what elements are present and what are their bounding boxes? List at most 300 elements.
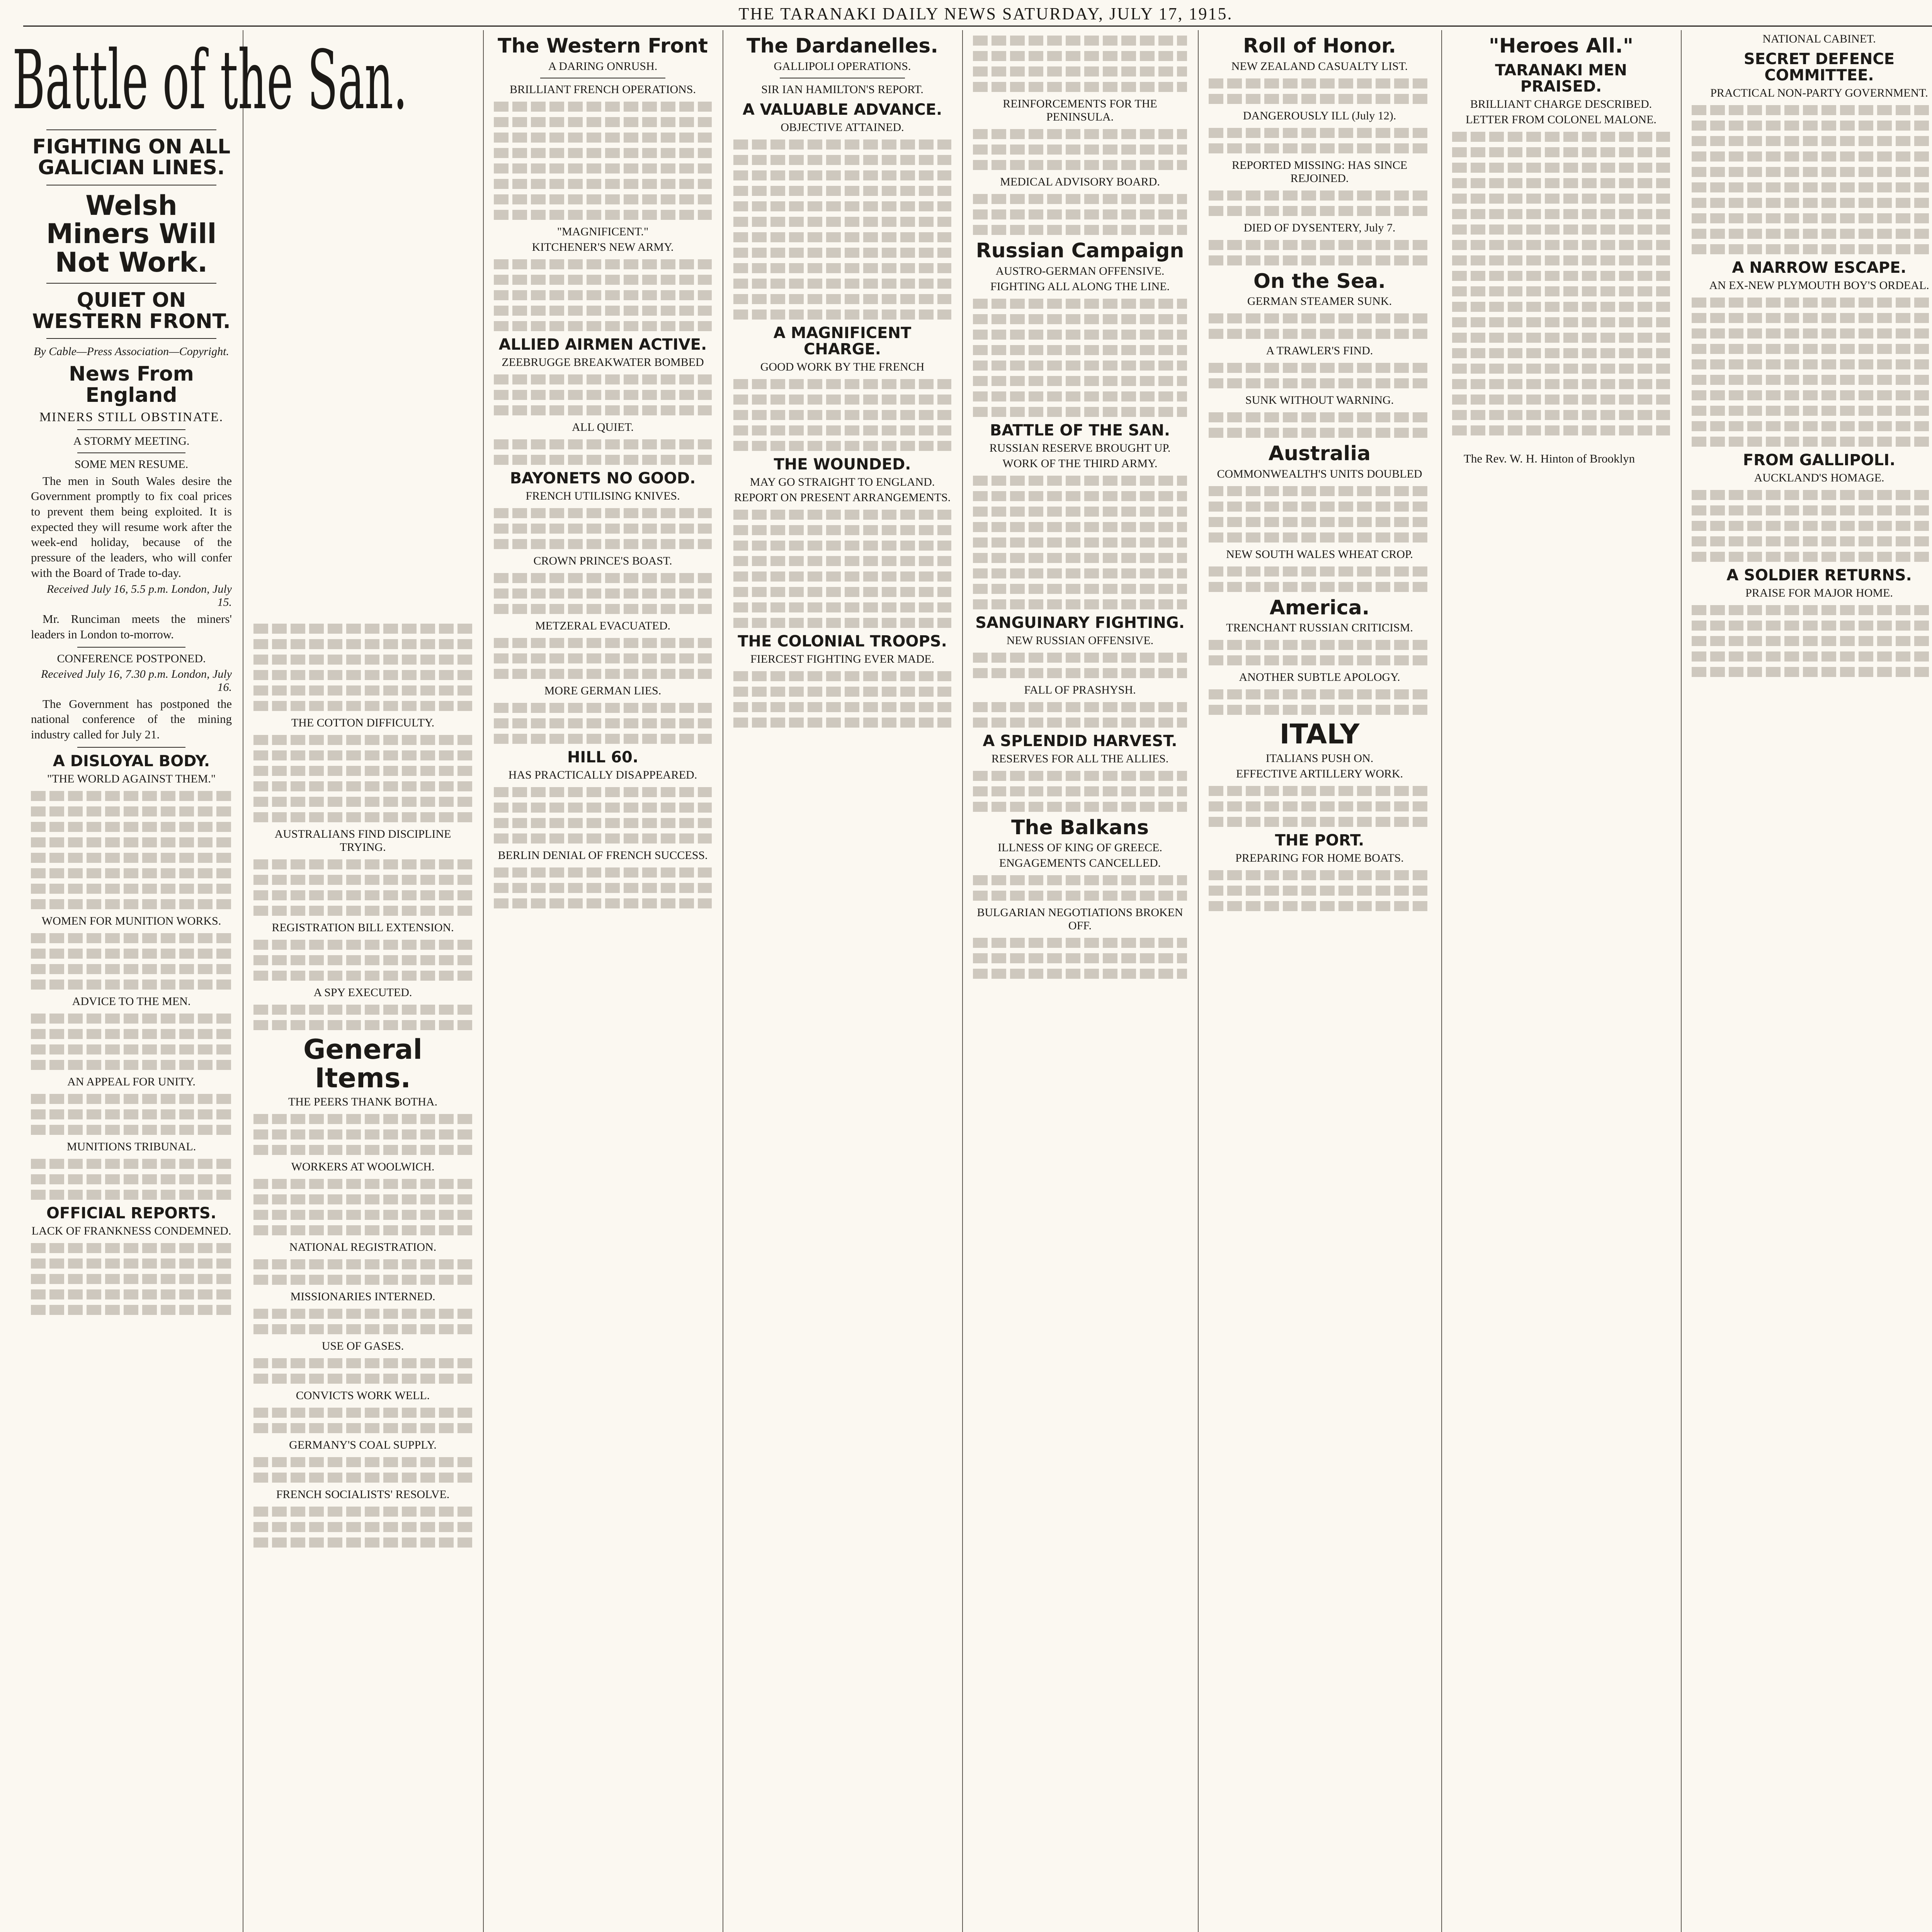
- body-text: [253, 750, 472, 760]
- body-text: [1692, 105, 1932, 115]
- body-text: [733, 155, 951, 165]
- body-text: [31, 1305, 232, 1315]
- body-text: [253, 655, 472, 665]
- body-text: [31, 964, 232, 974]
- body-text: [1692, 667, 1932, 677]
- body-text: [31, 1243, 232, 1253]
- body-text: [973, 668, 1187, 678]
- body-text: [31, 1289, 232, 1299]
- body-text: [253, 735, 472, 745]
- body-text: [494, 508, 712, 518]
- body-text: [494, 703, 712, 713]
- body-text: [253, 1324, 472, 1334]
- body-text: [1692, 359, 1932, 369]
- body-text: [494, 163, 712, 173]
- body-text: [1452, 286, 1670, 296]
- section-head: BATTLE OF THE SAN.: [990, 421, 1170, 439]
- column-7: [1444, 30, 1678, 1932]
- body-text: [494, 588, 712, 599]
- general-items-head: General Items.: [303, 1034, 422, 1094]
- body-text: [733, 425, 951, 435]
- body-text: [253, 766, 472, 776]
- divider: [77, 429, 185, 430]
- body-text: [253, 1473, 472, 1483]
- body-text: [733, 541, 951, 551]
- subhead: KITCHENER'S NEW ARMY.: [532, 240, 674, 253]
- body-text: [733, 702, 951, 712]
- subhead: LACK OF FRANKNESS CONDEMNED.: [31, 1224, 231, 1237]
- body-text: [973, 376, 1187, 386]
- body-text: [1209, 486, 1430, 496]
- body-text: [1692, 136, 1932, 146]
- subhead: A STORMY MEETING.: [73, 434, 190, 447]
- body-text: [733, 571, 951, 582]
- body-text: [253, 685, 472, 696]
- body-text: [973, 391, 1187, 401]
- body-text: [733, 525, 951, 535]
- subhead: ADVICE TO THE MEN.: [72, 995, 191, 1008]
- body-text: [253, 1020, 472, 1030]
- body-text: [1692, 552, 1932, 562]
- subhead: TRENCHANT RUSSIAN CRITICISM.: [1226, 621, 1413, 634]
- body-text: [1209, 78, 1430, 88]
- subhead: NEW ZEALAND CASUALTY LIST.: [1231, 60, 1408, 73]
- column-rule: [483, 30, 484, 1932]
- body-text: [973, 194, 1187, 204]
- body-text: [973, 718, 1187, 728]
- body-text: [1692, 375, 1932, 385]
- subhead: ALL QUIET.: [572, 420, 634, 434]
- body-text: [973, 786, 1187, 796]
- section-head: THE WOUNDED.: [774, 455, 911, 473]
- section-head: TARANAKI MEN PRAISED.: [1495, 61, 1627, 95]
- body-text: [1692, 636, 1932, 646]
- body-text: [1692, 344, 1932, 354]
- body-text: [494, 803, 712, 813]
- body-text: [31, 1159, 232, 1169]
- body-text: [31, 980, 232, 990]
- body-text: [1209, 532, 1430, 543]
- subhead: BERLIN DENIAL OF FRENCH SUCCESS.: [498, 849, 708, 862]
- body-text: [973, 330, 1187, 340]
- body-text: [494, 787, 712, 797]
- divider: [77, 647, 185, 648]
- body-text: [494, 194, 712, 204]
- subhead: A TRAWLER'S FIND.: [1266, 344, 1373, 357]
- body-text: [1692, 536, 1932, 546]
- subhead: MEDICAL ADVISORY BOARD.: [1000, 175, 1160, 188]
- body-text: [973, 407, 1187, 417]
- divider: [77, 747, 185, 748]
- closing-paragraph: The Rev. W. H. Hinton of Brooklyn: [1464, 451, 1635, 465]
- subhead: "THE WORLD AGAINST THEM.": [47, 772, 216, 785]
- body-text: [253, 1194, 472, 1204]
- section-head: OFFICIAL REPORTS.: [46, 1204, 216, 1222]
- body-text: [494, 883, 712, 893]
- body-text: [733, 217, 951, 227]
- subhead: GALLIPOLI OPERATIONS.: [774, 60, 911, 73]
- body-text: [31, 1109, 232, 1119]
- body-text: [1692, 313, 1932, 323]
- body-text: [1692, 390, 1932, 400]
- body-text: [973, 553, 1187, 563]
- subhead: NATIONAL REGISTRATION.: [289, 1241, 437, 1253]
- column-rule: [962, 30, 963, 1932]
- dateline: Received July 16, 5.5 p.m. London, July 15.: [46, 583, 232, 609]
- body-text: [1692, 244, 1932, 254]
- body-text: [733, 232, 951, 242]
- section-head: THE COLONIAL TROOPS.: [738, 632, 947, 650]
- subhead: GERMAN STEAMER SUNK.: [1247, 295, 1392, 308]
- body-text: [1692, 605, 1932, 615]
- column-4: [726, 30, 959, 1932]
- body-text: [1209, 705, 1430, 715]
- body-text: [973, 36, 1187, 46]
- subhead: WORKERS AT WOOLWICH.: [291, 1160, 435, 1173]
- body-text: [973, 953, 1187, 963]
- body-text: [494, 117, 712, 127]
- body-text: [1692, 328, 1932, 338]
- body-text: [1209, 582, 1430, 592]
- body-text: [733, 186, 951, 196]
- section-head: ALLIED AIRMEN ACTIVE.: [498, 335, 707, 354]
- body-text: [973, 969, 1187, 979]
- body-text: [1692, 406, 1932, 416]
- body-text: [733, 170, 951, 180]
- body-text: [1452, 364, 1670, 374]
- body-text: [1452, 425, 1670, 435]
- body-text: [1209, 640, 1430, 650]
- subhead: EFFECTIVE ARTILLERY WORK.: [1236, 767, 1403, 780]
- body-text: [1452, 194, 1670, 204]
- subhead: FRENCH SOCIALISTS' RESOLVE.: [276, 1488, 450, 1501]
- body-text: [1692, 421, 1932, 431]
- body-text: [253, 1408, 472, 1418]
- body-text: [1692, 121, 1932, 131]
- subhead: SOME MEN RESUME.: [74, 457, 189, 471]
- subhead: FALL OF PRASHYSH.: [1024, 683, 1136, 696]
- section-head: A VALUABLE ADVANCE.: [742, 100, 942, 119]
- body-text: [253, 797, 472, 807]
- body-text: [1452, 147, 1670, 157]
- body-text: [1209, 128, 1430, 138]
- body-text: [1209, 689, 1430, 699]
- body-text: [253, 971, 472, 981]
- body-text: [494, 638, 712, 648]
- subhead: BRILLIANT FRENCH OPERATIONS.: [510, 83, 696, 96]
- body-text: [973, 568, 1187, 578]
- column-6: [1201, 30, 1438, 1932]
- body-text: [31, 1125, 232, 1135]
- body-text: [1692, 621, 1932, 631]
- body-text: [253, 1225, 472, 1235]
- body-text: [1209, 502, 1430, 512]
- subhead: ILLNESS OF KING OF GREECE.: [998, 841, 1162, 854]
- body-text: [733, 410, 951, 420]
- subhead: COMMONWEALTH'S UNITS DOUBLED: [1217, 467, 1422, 480]
- section-head: SECRET DEFENCE COMMITTEE.: [1743, 50, 1895, 84]
- column-2: [246, 618, 480, 1932]
- subhead: GERMANY'S COAL SUPPLY.: [289, 1439, 437, 1451]
- subhead: NEW RUSSIAN OFFENSIVE.: [1006, 634, 1154, 647]
- body-text: [253, 906, 472, 916]
- body-text: [494, 148, 712, 158]
- subhead: SUNK WITHOUT WARNING.: [1245, 394, 1394, 407]
- body-text: [1452, 317, 1670, 327]
- body-text: [733, 279, 951, 289]
- body-text: [494, 734, 712, 744]
- battle-headline: Battle of the San.: [12, 33, 408, 128]
- body-text: [973, 702, 1187, 712]
- body-text: [494, 259, 712, 269]
- subhead: MAY GO STRAIGHT TO ENGLAND.: [750, 475, 935, 488]
- western-quiet-headline: QUIET ON WESTERN FRONT.: [32, 289, 231, 333]
- body-text: [253, 859, 472, 869]
- heroes-all-head: "Heroes All.": [1488, 34, 1634, 58]
- body-text: [31, 1014, 232, 1024]
- subhead: SIR IAN HAMILTON'S REPORT.: [761, 83, 923, 96]
- body-text: [733, 379, 951, 389]
- body-text: [494, 718, 712, 728]
- body-text: [1209, 428, 1430, 438]
- body-text: [253, 1522, 472, 1532]
- column-8: [1684, 30, 1932, 1932]
- article-paragraph: The Government has postponed the national conference of the mining industry called for July 21.: [31, 697, 232, 741]
- body-text: [494, 275, 712, 285]
- subhead: A SPY EXECUTED.: [313, 986, 412, 999]
- body-text: [253, 1507, 472, 1517]
- body-text: [1452, 163, 1670, 173]
- subhead: FRENCH UTILISING KNIVES.: [526, 489, 680, 502]
- australia-head: Australia: [1268, 442, 1371, 466]
- subhead: FIGHTING ALL ALONG THE LINE.: [990, 280, 1170, 293]
- body-text: [494, 653, 712, 663]
- body-text: [494, 573, 712, 583]
- article-paragraph: The men in South Wales desire the Government promptly to fix coal prices to prevent them being exploited. It is expected they will resume work after the week-end holiday, because of the pressure of the leaders, who will confer with the Board of Trade to-day.: [31, 474, 232, 580]
- body-text: [973, 314, 1187, 324]
- subhead: MISSIONARIES INTERNED.: [290, 1290, 435, 1303]
- western-front-head: The Western Front: [498, 34, 708, 58]
- body-text: [973, 522, 1187, 532]
- body-text: [733, 618, 951, 628]
- body-text: [973, 599, 1187, 609]
- body-text: [1692, 213, 1932, 223]
- body-text: [253, 1423, 472, 1433]
- body-text: [973, 345, 1187, 355]
- body-text: [973, 160, 1187, 170]
- body-text: [1209, 94, 1430, 104]
- body-text: [1452, 178, 1670, 188]
- section-head: A SOLDIER RETURNS.: [1726, 566, 1912, 584]
- body-text: [31, 868, 232, 878]
- body-text: [1209, 190, 1430, 201]
- body-text: [31, 1274, 232, 1284]
- body-text: [973, 299, 1187, 309]
- italy-head: ITALY: [1279, 718, 1360, 750]
- body-text: [1452, 302, 1670, 312]
- section-head: HILL 60.: [567, 748, 639, 766]
- body-text: [494, 405, 712, 415]
- body-text: [31, 837, 232, 847]
- body-text: [253, 1114, 472, 1124]
- article-paragraph: Mr. Runciman meets the miners' leaders in London to-morrow.: [31, 612, 232, 641]
- balkans-head: The Balkans: [1011, 816, 1149, 839]
- body-text: [253, 701, 472, 711]
- body-text: [253, 955, 472, 965]
- subhead: A DARING ONRUSH.: [548, 60, 658, 73]
- body-text: [253, 1358, 472, 1368]
- subhead: REPORT ON PRESENT ARRANGEMENTS.: [734, 491, 951, 504]
- body-text: [1209, 363, 1430, 373]
- body-text: [733, 510, 951, 520]
- byline: By Cable—Press Association—Copyright.: [34, 345, 229, 358]
- subhead: AUSTRALIANS FIND DISCIPLINE TRYING.: [274, 828, 451, 854]
- subhead: NEW SOUTH WALES WHEAT CROP.: [1226, 548, 1413, 561]
- body-text: [31, 884, 232, 894]
- subhead: NATIONAL CABINET.: [1762, 32, 1876, 45]
- body-text: [494, 669, 712, 679]
- body-text: [253, 1005, 472, 1015]
- subhead: FIERCEST FIGHTING EVER MADE.: [750, 652, 935, 665]
- body-text: [1692, 437, 1932, 447]
- subhead: ANOTHER SUBTLE APOLOGY.: [1239, 671, 1400, 684]
- body-text: [494, 867, 712, 878]
- body-text: [253, 875, 472, 885]
- body-text: [494, 321, 712, 331]
- section-head: BAYONETS NO GOOD.: [510, 469, 696, 487]
- body-text: [253, 670, 472, 680]
- column-rule: [1441, 30, 1442, 1932]
- body-text: [31, 822, 232, 832]
- body-text: [1209, 143, 1430, 153]
- divider: [46, 338, 216, 339]
- body-text: [973, 771, 1187, 781]
- subhead: DANGEROUSLY ILL (July 12).: [1243, 109, 1396, 122]
- body-text: [494, 290, 712, 300]
- body-text: [1209, 886, 1430, 896]
- section-head: A DISLOYAL BODY.: [53, 752, 210, 770]
- body-text: [253, 1129, 472, 1139]
- body-text: [1692, 505, 1932, 515]
- body-text: [253, 940, 472, 950]
- body-text: [31, 1190, 232, 1200]
- body-text: [973, 129, 1187, 139]
- body-text: [973, 209, 1187, 219]
- body-text: [31, 853, 232, 863]
- subhead: THE COTTON DIFFICULTY.: [291, 716, 435, 729]
- russian-campaign-head: Russian Campaign: [976, 239, 1184, 262]
- body-text: [733, 671, 951, 681]
- body-text: [1209, 255, 1430, 265]
- subhead: PRACTICAL NON-PARTY GOVERNMENT.: [1710, 87, 1928, 99]
- welsh-headline: Welsh Miners Will Not Work.: [46, 189, 217, 278]
- section-head: SANGUINARY FIGHTING.: [975, 614, 1185, 632]
- subhead: CONFERENCE POSTPONED.: [57, 652, 206, 665]
- divider: [46, 129, 216, 130]
- body-text: [1209, 901, 1430, 911]
- body-text: [494, 306, 712, 316]
- body-text: [1692, 167, 1932, 177]
- body-text: [494, 833, 712, 844]
- body-text: [973, 145, 1187, 155]
- body-text: [1209, 870, 1430, 880]
- subhead: LETTER FROM COLONEL MALONE.: [1466, 113, 1656, 126]
- body-text: [494, 133, 712, 143]
- body-text: [973, 802, 1187, 812]
- subhead: "MAGNIFICENT.": [557, 225, 649, 238]
- body-text: [253, 812, 472, 822]
- subhead: USE OF GASES.: [321, 1340, 404, 1352]
- body-text: [733, 139, 951, 150]
- body-text: [1452, 379, 1670, 389]
- body-text: [973, 51, 1187, 61]
- subhead: CONVICTS WORK WELL.: [296, 1389, 430, 1402]
- body-text: [31, 933, 232, 943]
- body-text: [253, 1374, 472, 1384]
- body-text: [494, 102, 712, 112]
- news-from-england-head: News From England: [69, 362, 194, 407]
- subhead: BRILLIANT CHARGE DESCRIBED.: [1470, 97, 1652, 111]
- body-text: [494, 390, 712, 400]
- body-text: [1452, 209, 1670, 219]
- subhead: WORK OF THE THIRD ARMY.: [1002, 457, 1158, 470]
- body-text: [973, 875, 1187, 885]
- column-3: [486, 30, 719, 1932]
- body-text: [494, 179, 712, 189]
- body-text: [733, 201, 951, 211]
- body-text: [253, 1537, 472, 1548]
- body-text: [31, 1259, 232, 1269]
- column-5: [965, 30, 1195, 1932]
- body-text: [494, 604, 712, 614]
- body-text: [1209, 329, 1430, 339]
- body-text: [1692, 651, 1932, 662]
- body-text: [31, 899, 232, 909]
- body-text: [973, 507, 1187, 517]
- masthead: THE TARANAKI DAILY NEWS SATURDAY, JULY 17, 1915.: [738, 4, 1233, 23]
- subhead: OBJECTIVE ATTAINED.: [781, 121, 904, 134]
- body-text: [253, 1210, 472, 1220]
- body-text: [973, 361, 1187, 371]
- subhead: METZERAL EVACUATED.: [535, 619, 670, 632]
- subhead: CROWN PRINCE'S BOAST.: [533, 554, 672, 567]
- body-text: [494, 210, 712, 220]
- subhead: RESERVES FOR ALL THE ALLIES.: [991, 752, 1169, 765]
- body-text: [973, 584, 1187, 594]
- body-text: [1209, 801, 1430, 811]
- body-text: [973, 891, 1187, 901]
- body-text: [494, 539, 712, 549]
- body-text: [494, 455, 712, 465]
- body-text: [1452, 348, 1670, 358]
- subhead: AUCKLAND'S HOMAGE.: [1754, 471, 1884, 484]
- body-text: [31, 1094, 232, 1104]
- dardanelles-head: The Dardanelles.: [747, 34, 938, 58]
- subhead: REINFORCEMENTS FOR THE PENINSULA.: [1003, 97, 1157, 123]
- body-text: [1692, 182, 1932, 192]
- body-text: [253, 1309, 472, 1319]
- body-text: [1209, 240, 1430, 250]
- subhead: PREPARING FOR HOME BOATS.: [1235, 851, 1404, 864]
- body-text: [31, 1029, 232, 1039]
- section-head: A MAGNIFICENT CHARGE.: [773, 324, 912, 358]
- subhead: REGISTRATION BILL EXTENSION.: [272, 921, 454, 934]
- body-text: [31, 791, 232, 801]
- body-text: [1209, 566, 1430, 577]
- body-text: [1209, 517, 1430, 527]
- body-text: [733, 602, 951, 612]
- body-text: [973, 66, 1187, 77]
